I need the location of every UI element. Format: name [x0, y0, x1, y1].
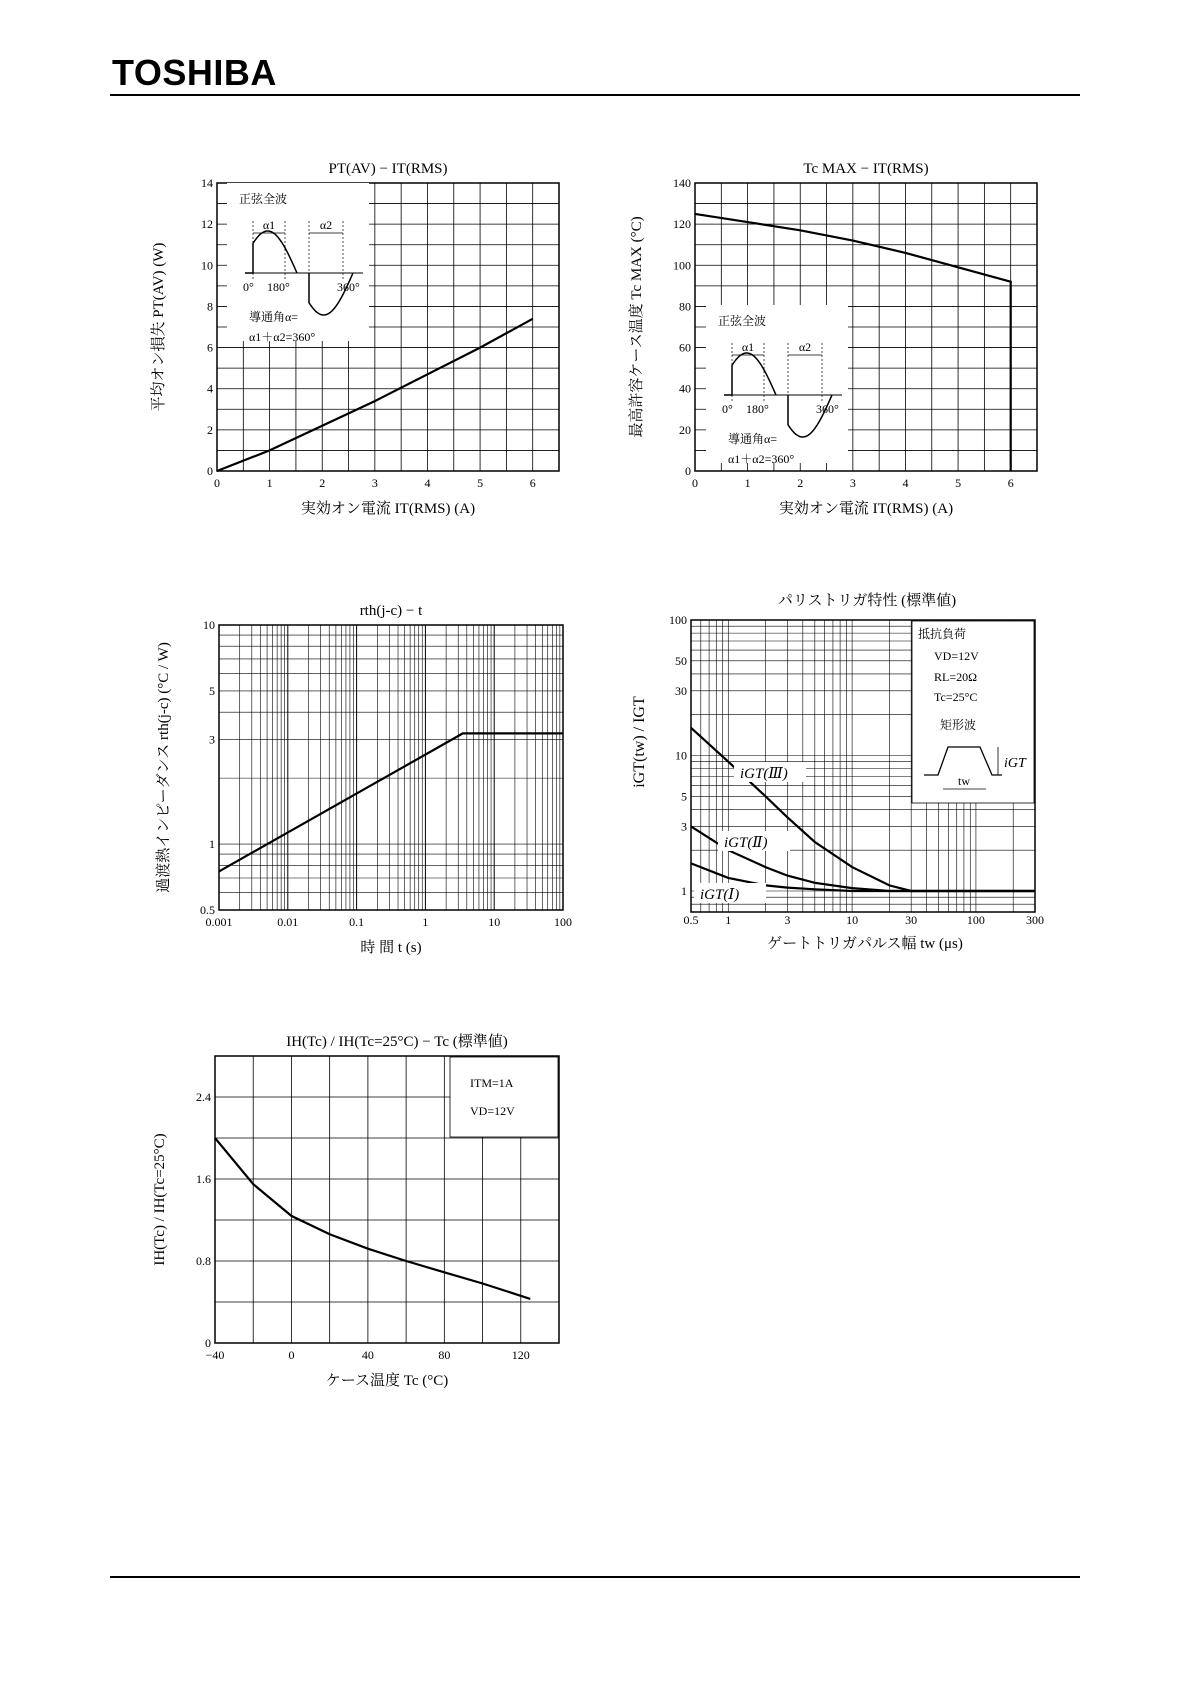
igt-series-label-2: iGT(Ⅱ) — [724, 835, 768, 851]
pt-ytick-label: 12 — [201, 217, 213, 232]
igt-legend-tw: tw — [958, 774, 970, 788]
igt-ytick-label: 30 — [675, 683, 687, 698]
igt-xtick-label: 10 — [846, 913, 859, 927]
tc-ytick-label: 100 — [673, 258, 691, 273]
tc-xlabel: 実効オン電流 IT(RMS) (A) — [778, 501, 954, 517]
igt-legend-load: 抵抗負荷 — [918, 627, 967, 641]
rth-xtick-label: 100 — [554, 915, 572, 929]
igt-ytick-label: 3 — [681, 819, 687, 834]
rth-ytick-label: 5 — [209, 683, 215, 698]
pt-xtick-label: 2 — [319, 476, 326, 490]
rth-xtick-label: 0.001 — [205, 915, 233, 929]
tc-xtick-label: 0 — [692, 476, 698, 490]
rth-xtick-label: 10 — [488, 915, 501, 929]
igt-ytick-label: 10 — [675, 748, 687, 763]
pt-inset-cond2: α1＋α2=360° — [249, 330, 316, 344]
ih-legend-vd: VD=12V — [470, 1104, 515, 1118]
tc-ytick-label: 20 — [679, 422, 691, 437]
igt-ylabel: iGT(tw) / IGT — [631, 696, 648, 788]
tc-ytick-label: 40 — [679, 381, 691, 396]
tc-ylabel: 最高許容ケース温度 Tc MAX (°C) — [629, 216, 645, 438]
igt-xtick-label: 3 — [784, 913, 791, 927]
rth-xtick-label: 0.1 — [349, 915, 365, 929]
tc-ytick-label: 140 — [673, 176, 691, 190]
tc-ytick-label: 60 — [679, 340, 691, 355]
rth-ytick-label: 1 — [209, 837, 215, 852]
rth-xtick-label: 1 — [422, 915, 429, 929]
pt-inset-a2: α2 — [319, 218, 333, 232]
ih-ytick-label: 0 — [205, 1336, 211, 1350]
ih-ytick-label: 1.6 — [196, 1172, 211, 1186]
pt-xtick-label: 4 — [424, 476, 431, 490]
pt-title: PT(AV) − IT(RMS) — [328, 161, 448, 177]
pt-ytick-label: 0 — [207, 464, 213, 478]
pt-inset-title: 正弦全波 — [239, 192, 288, 206]
igt-legend-wave: 矩形波 — [940, 718, 977, 732]
igt-legend-rl: RL=20Ω — [934, 670, 978, 684]
pt-ytick-label: 10 — [201, 258, 213, 273]
ih-xtick-label: 40 — [361, 1348, 374, 1362]
pt-ytick-label: 14 — [201, 176, 213, 190]
ih-xlabel: ケース温度 Tc (°C) — [325, 1373, 449, 1389]
pt-ytick-label: 2 — [207, 422, 213, 437]
tc-xtick-label: 1 — [744, 476, 751, 490]
tc-xtick-label: 6 — [1007, 476, 1014, 490]
igt-series-label-1: iGT(Ⅲ) — [740, 766, 788, 782]
pt-ylabel: 平均オン損失 PT(AV) (W) — [151, 242, 167, 412]
pt-inset-deg0: 0° — [243, 280, 254, 294]
tc-xtick-label: 5 — [955, 476, 962, 490]
pt-inset-deg360: 360° — [337, 280, 360, 294]
pt-xtick-label: 5 — [477, 476, 484, 490]
tc-inset-deg360: 360° — [816, 402, 839, 416]
igt-xtick-label: 100 — [966, 913, 985, 927]
pt-xtick-label: 6 — [529, 476, 536, 490]
pt-xtick-label: 3 — [371, 476, 378, 490]
igt-title: パリストリガ特性 (標準値) — [777, 593, 957, 609]
rth-frame — [219, 625, 563, 910]
tc-ytick-label: 80 — [679, 299, 691, 314]
tc-inset-deg0: 0° — [722, 402, 733, 416]
tc-inset-cond2: α1＋α2=360° — [728, 452, 795, 466]
rth-ytick-label: 0.5 — [200, 903, 215, 917]
toshiba-logo: TOSHIBA — [112, 52, 277, 93]
tc-inset-title: 正弦全波 — [718, 314, 767, 328]
ih-xtick-label: 80 — [438, 1348, 451, 1362]
ih-xtick-label: −40 — [205, 1348, 225, 1362]
pt-xlabel: 実効オン電流 IT(RMS) (A) — [300, 501, 476, 517]
ih-xtick-label: 0 — [288, 1348, 295, 1362]
igt-ytick-label: 1 — [681, 884, 687, 899]
igt-series-label-3: iGT(Ⅰ) — [700, 887, 740, 903]
igt-ytick-label: 100 — [669, 613, 687, 627]
igt-xtick-label: 1 — [725, 913, 732, 927]
ih-series-line — [215, 1138, 530, 1299]
tc-xtick-label: 4 — [902, 476, 909, 490]
pt-ytick-label: 6 — [207, 340, 213, 355]
rth-ytick-label: 10 — [203, 618, 215, 632]
rth-ylabel: 過渡熱インピーダンス rth(j-c) (°C / W) — [156, 642, 172, 893]
pt-inset-cond1: 導通角α= — [249, 310, 299, 324]
ih-title: IH(Tc) / IH(Tc=25°C) − Tc (標準値) — [286, 1034, 508, 1050]
tc-inset-a2: α2 — [798, 340, 812, 354]
rth-title: rth(j-c) − t — [359, 603, 423, 619]
rth-xtick-label: 0.01 — [277, 915, 299, 929]
tc-title: Tc MAX − IT(RMS) — [803, 161, 929, 177]
pt-inset-deg180: 180° — [267, 280, 290, 294]
ih-ytick-label: 0.8 — [196, 1254, 211, 1268]
ih-ylabel: IH(Tc) / IH(Tc=25°C) — [152, 1133, 168, 1266]
pt-inset-a1: α1 — [262, 218, 276, 232]
rth-xlabel: 時 間 t (s) — [360, 940, 422, 956]
ih-legend-box — [450, 1057, 558, 1137]
pt-ytick-label: 4 — [207, 381, 213, 396]
igt-ytick-label: 50 — [675, 653, 687, 668]
tc-ytick-label: 120 — [673, 217, 691, 232]
tc-xtick-label: 3 — [849, 476, 856, 490]
igt-legend-tc: Tc=25°C — [934, 690, 978, 704]
igt-legend-igt: iGT — [1004, 756, 1026, 771]
tc-inset-deg180: 180° — [746, 402, 769, 416]
igt-ytick-label: 5 — [681, 789, 687, 804]
tc-ytick-label: 0 — [685, 464, 691, 478]
tc-xtick-label: 2 — [797, 476, 804, 490]
igt-xtick-label: 300 — [1026, 913, 1044, 927]
ih-ytick-label: 2.4 — [196, 1090, 211, 1104]
igt-xtick-label: 30 — [905, 913, 918, 927]
rth-series-line — [219, 733, 563, 871]
ih-legend-itm: ITM=1A — [470, 1076, 514, 1090]
igt-xlabel: ゲートトリガパルス幅 tw (μs) — [767, 936, 963, 952]
tc-inset-cond1: 導通角α= — [728, 432, 778, 446]
pt-xtick-label: 1 — [266, 476, 273, 490]
igt-xtick-label: 0.5 — [683, 913, 699, 927]
igt-legend-vd: VD=12V — [934, 649, 979, 663]
pt-ytick-label: 8 — [207, 299, 213, 314]
pt-xtick-label: 0 — [214, 476, 220, 490]
tc-inset-a1: α1 — [741, 340, 755, 354]
rth-ytick-label: 3 — [209, 732, 215, 747]
ih-xtick-label: 120 — [511, 1348, 530, 1362]
